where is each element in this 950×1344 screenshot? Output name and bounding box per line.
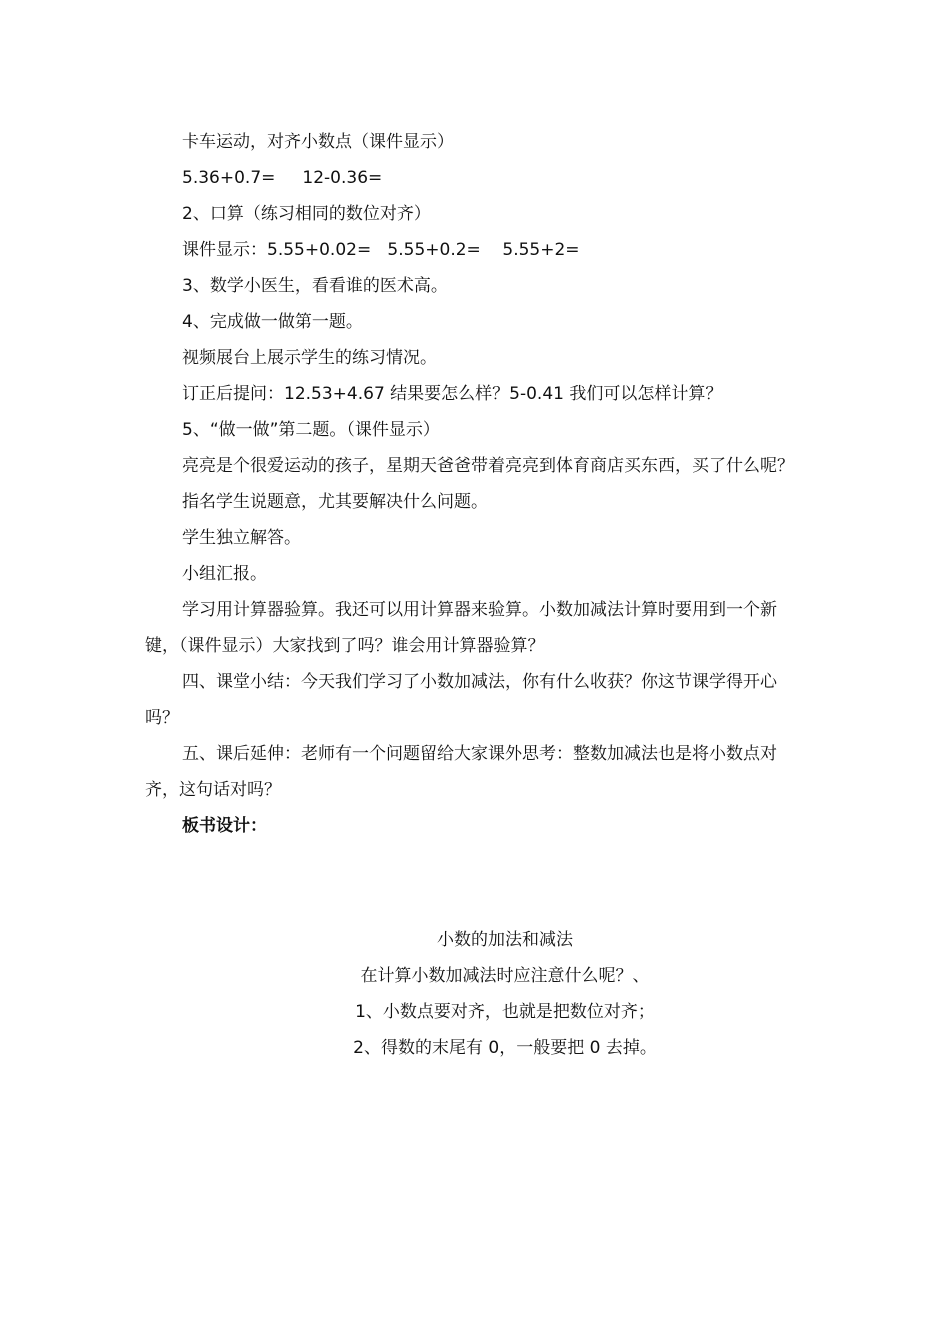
paragraph-15: 四、课堂小结：今天我们学习了小数加减法，你有什么收获？你这节课学得开心吗？ <box>145 672 777 728</box>
board-title: 小数的加法和减法 <box>437 930 573 950</box>
board-design <box>145 922 865 1066</box>
paragraph-11: 指名学生说题意，尤其要解决什么问题。 <box>182 492 488 512</box>
paragraph-7: 视频展台上展示学生的练习情况。 <box>182 348 437 368</box>
board-point-1: 1、小数点要对齐，也就是把数位对齐； <box>355 1002 655 1022</box>
paragraph-3: 2、口算（练习相同的数位对齐） <box>182 204 431 224</box>
paragraph-9: 5、“做一做”第二题。（课件显示） <box>182 420 440 440</box>
board-question: 在计算小数加减法时应注意什么呢？、 <box>360 966 650 986</box>
paragraph-2: 5.36+0.7= 12-0.36= <box>182 168 383 188</box>
paragraph-14: 学习用计算器验算。我还可以用计算器来验算。小数加减法计算时要用到一个新键，（课件显示）大家找到了吗？谁会用计算器验算？ <box>145 600 777 656</box>
paragraph-1: 卡车运动，对齐小数点（课件显示） <box>182 132 454 152</box>
paragraph-13: 小组汇报。 <box>182 564 267 584</box>
paragraph-16: 五、课后延伸：老师有一个问题留给大家课外思考：整数加减法也是将小数点对齐，这句话对吗？ <box>145 744 777 800</box>
paragraph-6: 4、完成做一做第一题。 <box>182 312 363 332</box>
board-point-2: 2、得数的末尾有 0，一般要把 0 去掉。 <box>353 1038 657 1058</box>
paragraph-8: 订正后提问：12.53+4.67 结果要怎么样？5-0.41 我们可以怎样计算？ <box>182 384 723 404</box>
paragraph-4: 课件显示：5.55+0.02= 5.55+0.2= 5.55+2= <box>182 240 580 260</box>
board-design-heading: 板书设计： <box>182 816 267 836</box>
paragraph-5: 3、数学小医生，看看谁的医术高。 <box>182 276 448 296</box>
paragraph-12: 学生独立解答。 <box>182 528 301 548</box>
document-body <box>145 124 807 844</box>
paragraph-10: 亮亮是个很爱运动的孩子，星期天爸爸带着亮亮到体育商店买东西，买了什么呢？ <box>182 456 794 476</box>
